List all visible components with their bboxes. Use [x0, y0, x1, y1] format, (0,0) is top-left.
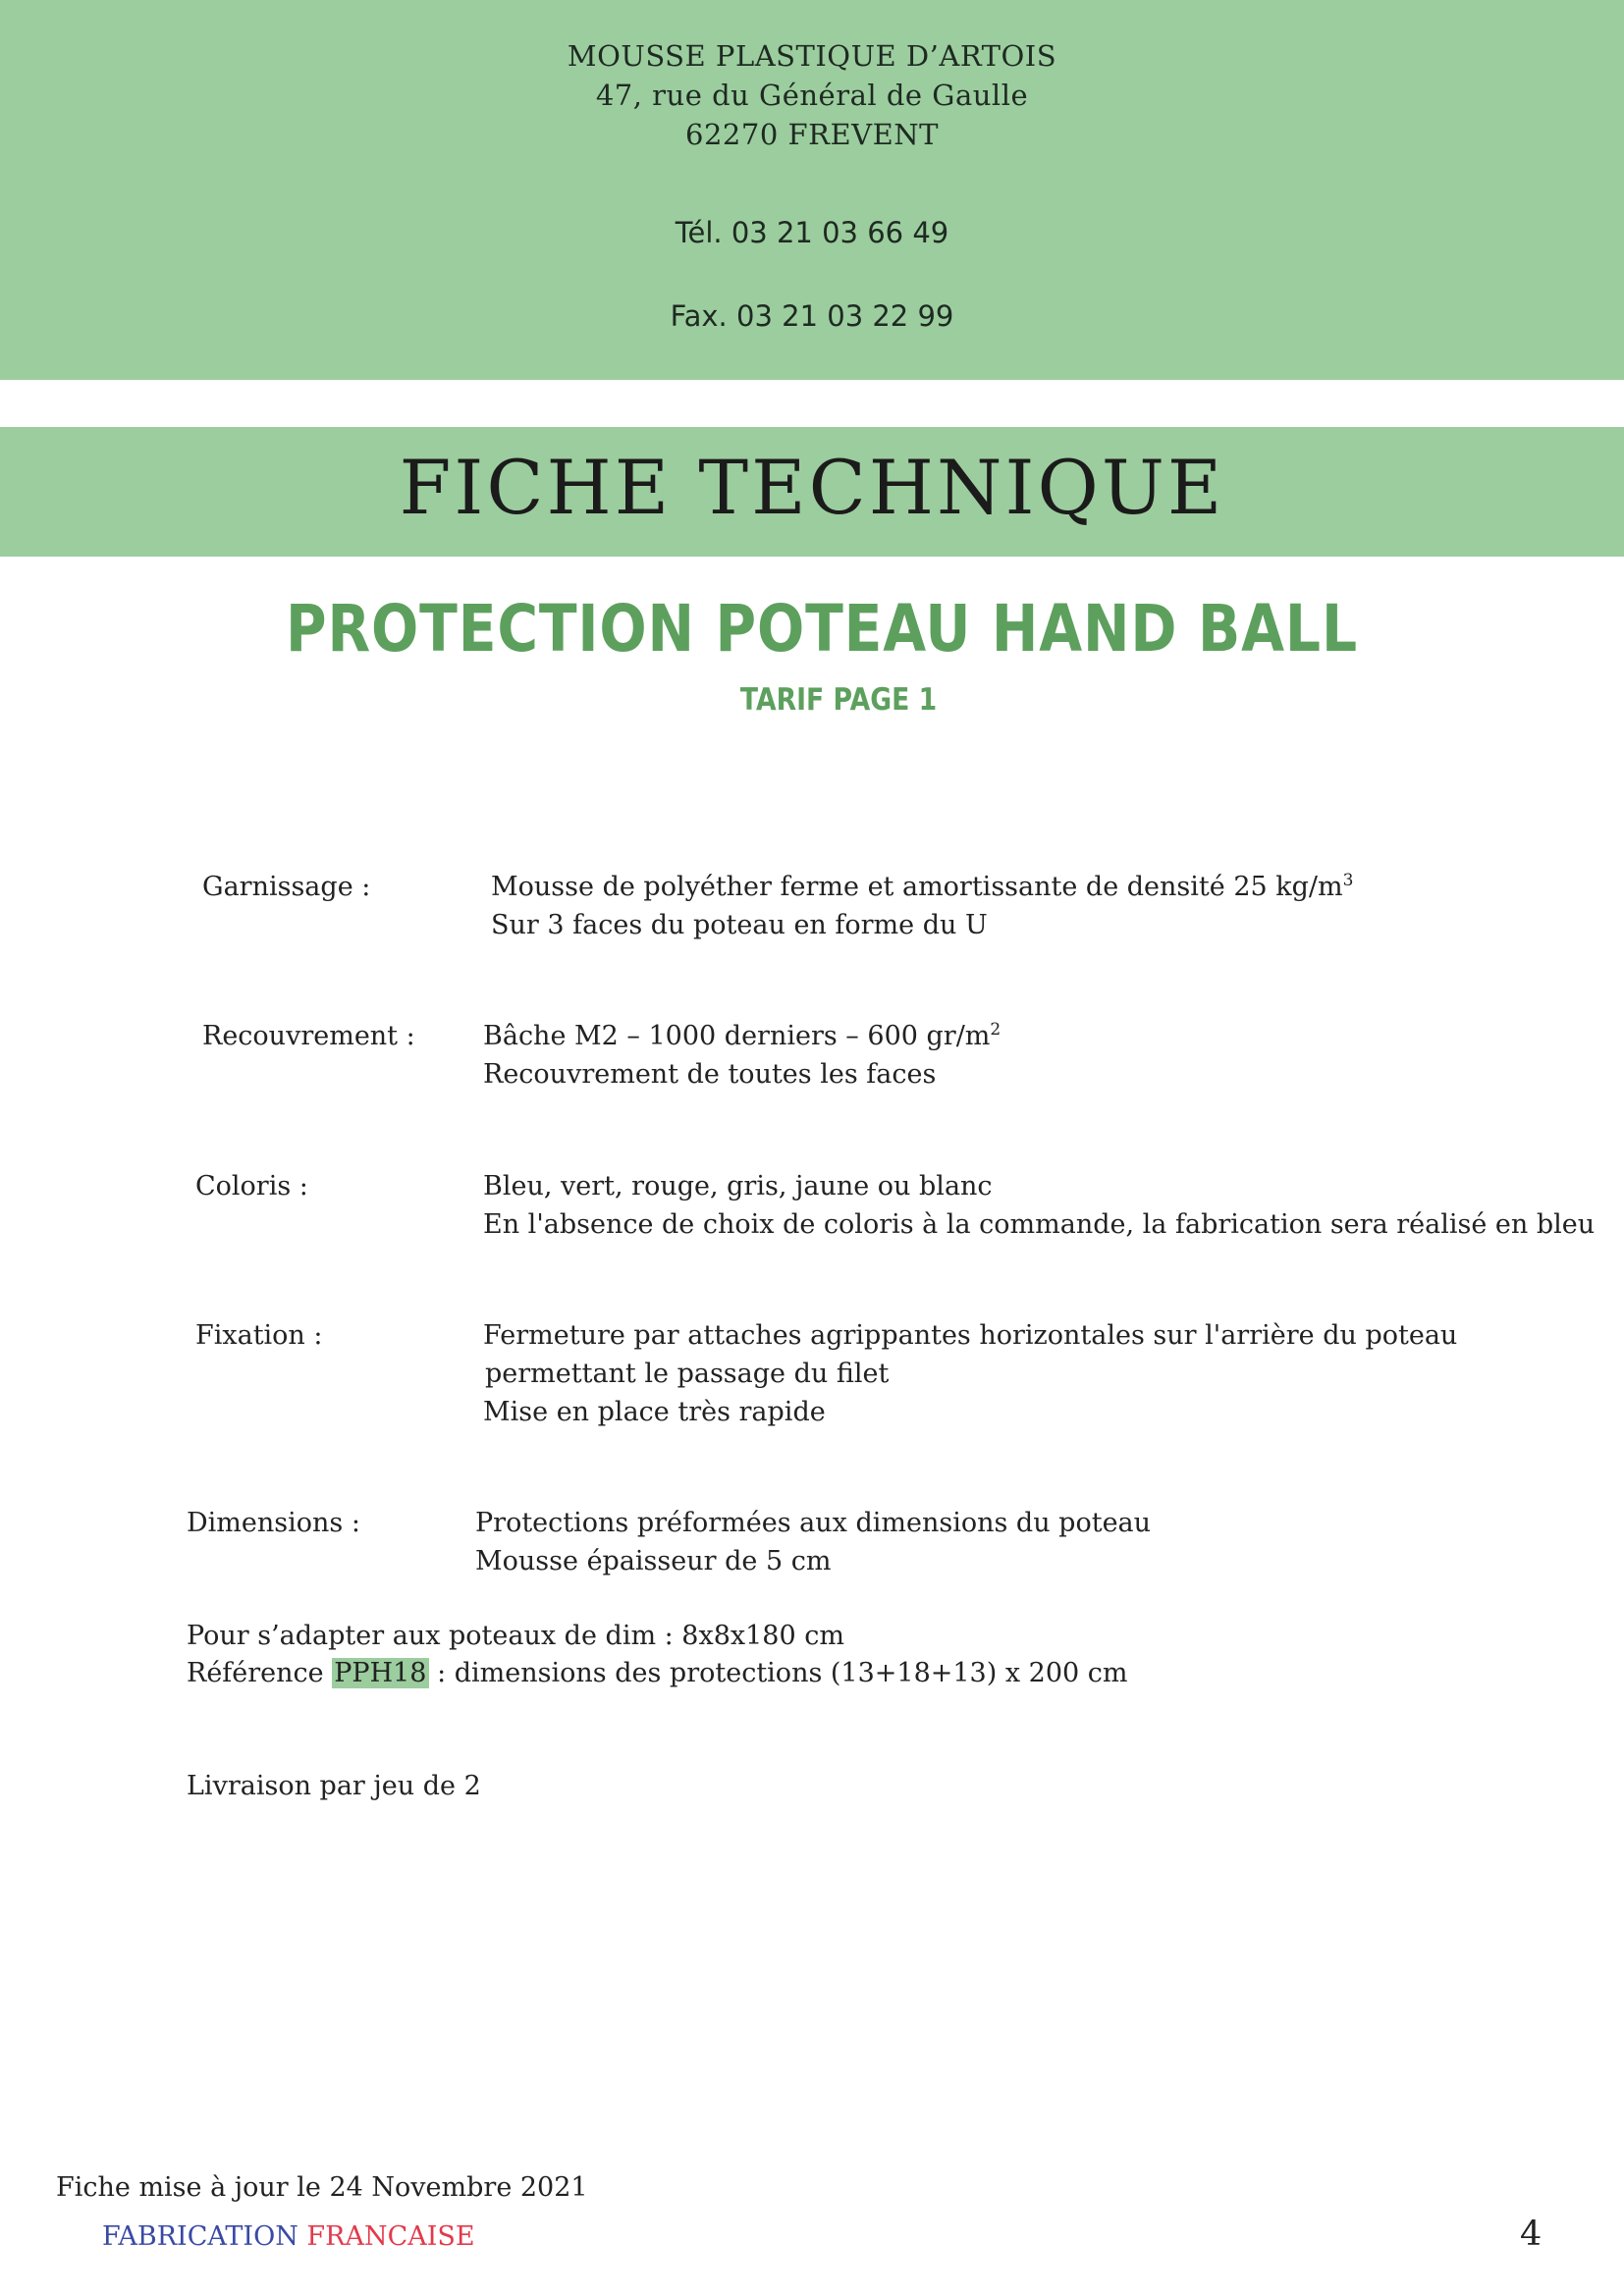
- footer-fabrication: FABRICATION FRANCAISE: [102, 2221, 475, 2252]
- company-fax: Fax. 03 21 03 22 99: [670, 299, 954, 333]
- spec-value-coloris-1: Bleu, vert, rouge, gris, jaune ou blanc: [483, 1171, 993, 1201]
- spec-value-fixation-1: Fermeture par attaches agrippantes horizontales sur l'arrière du poteau: [483, 1320, 1458, 1351]
- superscript: 3: [1342, 871, 1354, 890]
- spec-label-recouvrement: Recouvrement :: [202, 1021, 415, 1051]
- superscript: 2: [990, 1020, 1001, 1040]
- reference-code: PPH18: [334, 1658, 427, 1688]
- reference-line: Référence PPH18 : dimensions des protections (13+18+13) x 200 cm: [187, 1658, 1128, 1688]
- spec-value-fixation-3: Mise en place très rapide: [483, 1397, 826, 1427]
- company-city: 62270 FREVENT: [685, 118, 939, 151]
- spec-value-garnissage-1: Mousse de polyéther ferme et amortissante de densité 25 $kg/m^3$: [491, 871, 1354, 902]
- delivery-line: Livraison par jeu de 2: [187, 1771, 481, 1801]
- spec-value-dimensions-2: Mousse épaisseur de 5 cm: [475, 1546, 832, 1576]
- page-title: FICHE TECHNIQUE: [399, 444, 1225, 531]
- spec-label-fixation: Fixation :: [195, 1320, 323, 1351]
- spec-label-coloris: Coloris :: [195, 1171, 308, 1201]
- product-title: PROTECTION POTEAU HAND BALL: [285, 591, 1358, 667]
- company-phone: Tél. 03 21 03 66 49: [675, 216, 949, 249]
- spec-value-coloris-2: En l'absence de choix de coloris à la commande, la fabrication sera réalisé en bleu: [483, 1209, 1596, 1240]
- spec-value-dimensions-1: Protections préformées aux dimensions du poteau: [475, 1508, 1152, 1538]
- spec-value-garnissage-2: Sur 3 faces du poteau en forme du U: [491, 910, 988, 940]
- spec-value-recouvrement-2: Recouvrement de toutes les faces: [483, 1059, 937, 1090]
- spec-label-garnissage: Garnissage :: [202, 872, 371, 902]
- page-number: 4: [1520, 2215, 1543, 2254]
- adapt-line: Pour s’adapter aux poteaux de dim : 8x8x180 cm: [187, 1621, 844, 1651]
- spec-label-dimensions: Dimensions :: [187, 1508, 360, 1538]
- spec-value-fixation-2: permettant le passage du filet: [485, 1359, 890, 1389]
- footer-updated: Fiche mise à jour le 24 Novembre 2021: [56, 2172, 588, 2203]
- spec-value-recouvrement-1: Bâche M2 – 1000 derniers – 600 $gr/m^2$: [483, 1020, 1001, 1051]
- company-address: 47, rue du Général de Gaulle: [595, 79, 1029, 112]
- company-name: MOUSSE PLASTIQUE D’ARTOIS: [567, 39, 1057, 73]
- tarif-label: TARIF PAGE 1: [739, 682, 938, 718]
